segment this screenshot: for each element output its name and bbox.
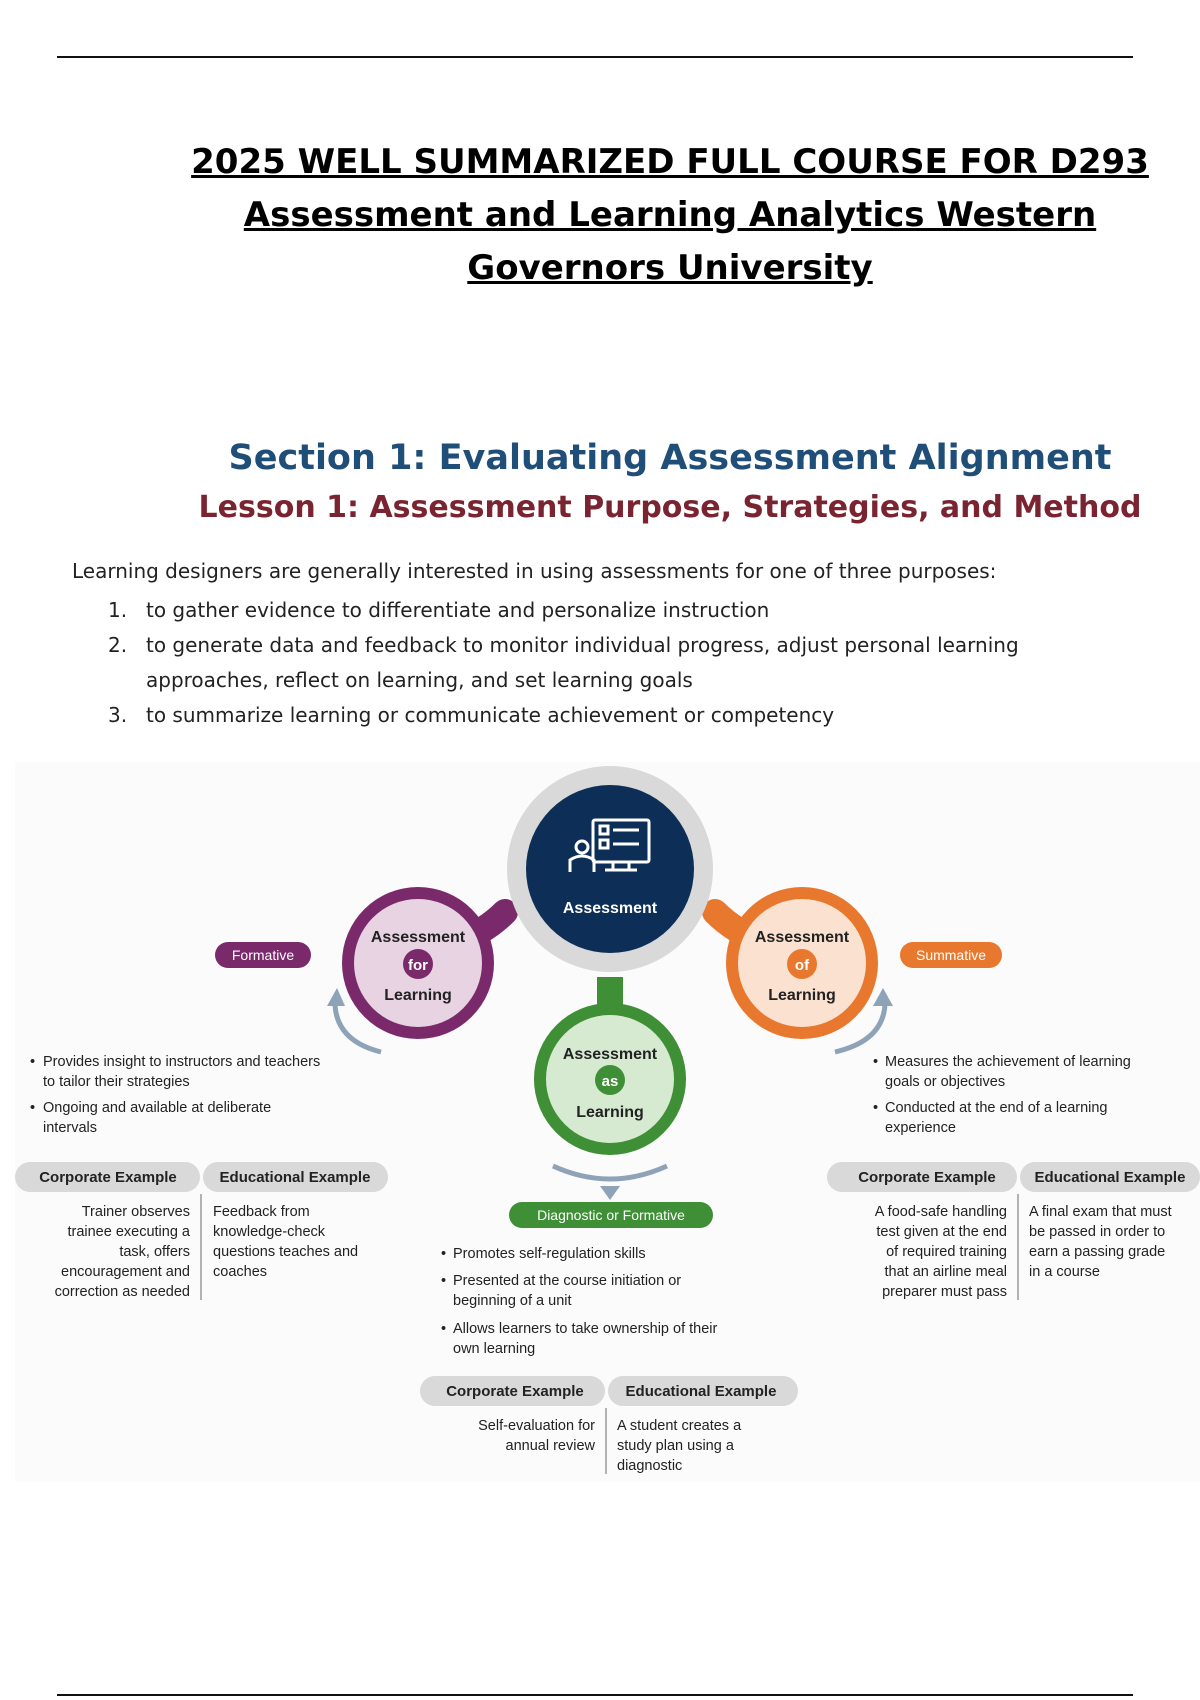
as-educational-header: Educational Example [625, 1383, 777, 1400]
of-bullet-2a: Conducted at the end of a learning [885, 1100, 1108, 1116]
purpose-list [108, 593, 1068, 733]
bullet-dot: • [441, 1246, 447, 1262]
purpose-text: to gather evidence to differentiate and personalize instruction [146, 598, 770, 622]
purpose-text: to generate data and feedback to monitor individual progress, adjust personal learning approaches, reflect on learning, and set learning goals [146, 633, 1019, 692]
center-label: Assessment [562, 900, 658, 917]
diagnostic-tag-label: Diagnostic or Formative [537, 1207, 685, 1223]
section-title: Section 1: Evaluating Assessment Alignment [228, 438, 1112, 478]
of-bullet-1a: Measures the achievement of learning [885, 1054, 1131, 1070]
of-educational-line: earn a passing grade [1029, 1244, 1166, 1260]
as-bullet-3a: Allows learners to take ownership of their [453, 1321, 718, 1337]
for-educational-line: questions teaches and [213, 1244, 359, 1260]
of-corporate-line: that an airline meal [884, 1264, 1007, 1280]
as-bullet-2b: beginning of a unit [453, 1293, 572, 1309]
of-learning-line3: Learning [768, 987, 836, 1004]
as-educational-line: study plan using a [617, 1438, 734, 1454]
bullet-dot: • [441, 1321, 447, 1337]
of-learning-line1: Assessment [754, 929, 850, 946]
bullet-dot: • [30, 1054, 36, 1070]
of-corporate-line: A food-safe handling [874, 1204, 1007, 1220]
of-corporate-text [875, 1204, 1007, 1300]
for-learning-line1: Assessment [370, 929, 466, 946]
purpose-number: 3. [108, 703, 128, 727]
of-educational-header: Educational Example [1034, 1169, 1186, 1186]
for-educational-line: knowledge-check [213, 1224, 326, 1240]
purpose-item [108, 593, 1068, 628]
bottom-rule [57, 1694, 1133, 1696]
purpose-number: 1. [108, 598, 128, 622]
as-bullet-1a: Promotes self-regulation skills [453, 1246, 646, 1262]
as-corporate-header: Corporate Example [446, 1383, 584, 1400]
of-corporate-line: preparer must pass [882, 1284, 1007, 1300]
as-educational-line: A student creates a [617, 1418, 742, 1434]
as-educational-line: diagnostic [617, 1458, 683, 1474]
purpose-text: to summarize learning or communicate achievement or competency [146, 703, 835, 727]
for-bullet-1a: Provides insight to instructors and teachers [43, 1054, 321, 1070]
purpose-item [108, 698, 1068, 733]
for-bullet-1b: to tailor their strategies [43, 1074, 190, 1090]
for-bullet-2a: Ongoing and available at deliberate [43, 1100, 272, 1116]
lesson-title: Lesson 1: Assessment Purpose, Strategies, and Method [198, 490, 1142, 525]
assessment-diagram-svg [15, 762, 1200, 1482]
document-title: 2025 WELL SUMMARIZED FULL COURSE FOR D293 Assessment and Learning Analytics Western Governors University [191, 142, 1149, 288]
formative-tag-label: Formative [231, 947, 295, 963]
for-corporate-line: Trainer observes [81, 1204, 190, 1220]
for-educational-line: Feedback from [213, 1204, 310, 1220]
summative-tag-label: Summative [915, 947, 987, 963]
as-corporate-line: annual review [505, 1438, 595, 1454]
for-educational-line: coaches [213, 1264, 268, 1280]
bullet-dot: • [873, 1054, 879, 1070]
as-bullet-2a: Presented at the course initiation or [453, 1273, 682, 1289]
of-bullet-1b: goals or objectives [885, 1074, 1006, 1090]
as-learning-mid: as [601, 1073, 619, 1090]
for-learning-line3: Learning [384, 987, 452, 1004]
top-rule [57, 56, 1133, 58]
as-learning-line3: Learning [576, 1104, 644, 1121]
bullet-dot: • [30, 1100, 36, 1116]
of-corporate-line: of required training [886, 1244, 1007, 1260]
of-corporate-header: Corporate Example [858, 1169, 996, 1186]
for-corporate-line: correction as needed [54, 1284, 190, 1300]
for-corporate-header: Corporate Example [39, 1169, 177, 1186]
of-educational-line: A final exam that must [1029, 1204, 1172, 1220]
for-corporate-line: trainee executing a [67, 1224, 190, 1240]
bullet-dot: • [441, 1273, 447, 1289]
for-learning-mid: for [408, 957, 428, 974]
of-learning-mid: of [794, 957, 810, 974]
as-corporate-line: Self-evaluation for [478, 1418, 595, 1434]
for-corporate-line: encouragement and [61, 1264, 190, 1280]
intro-paragraph: Learning designers are generally interested in using assessments for one of three purposes: [72, 559, 997, 583]
for-educational-header: Educational Example [219, 1169, 371, 1186]
of-bullet-2b: experience [885, 1120, 956, 1136]
purpose-item [108, 628, 1068, 698]
as-bullet-3b: own learning [453, 1341, 536, 1357]
as-learning-line1: Assessment [562, 1046, 658, 1063]
for-bullet-2b: intervals [43, 1120, 97, 1136]
of-educational-line: be passed in order to [1029, 1224, 1166, 1240]
of-corporate-line: test given at the end [876, 1224, 1007, 1240]
bullet-dot: • [873, 1100, 879, 1116]
of-educational-line: in a course [1029, 1264, 1100, 1280]
purpose-number: 2. [108, 633, 128, 657]
assessment-diagram [15, 762, 1200, 1482]
for-corporate-line: task, offers [119, 1244, 190, 1260]
